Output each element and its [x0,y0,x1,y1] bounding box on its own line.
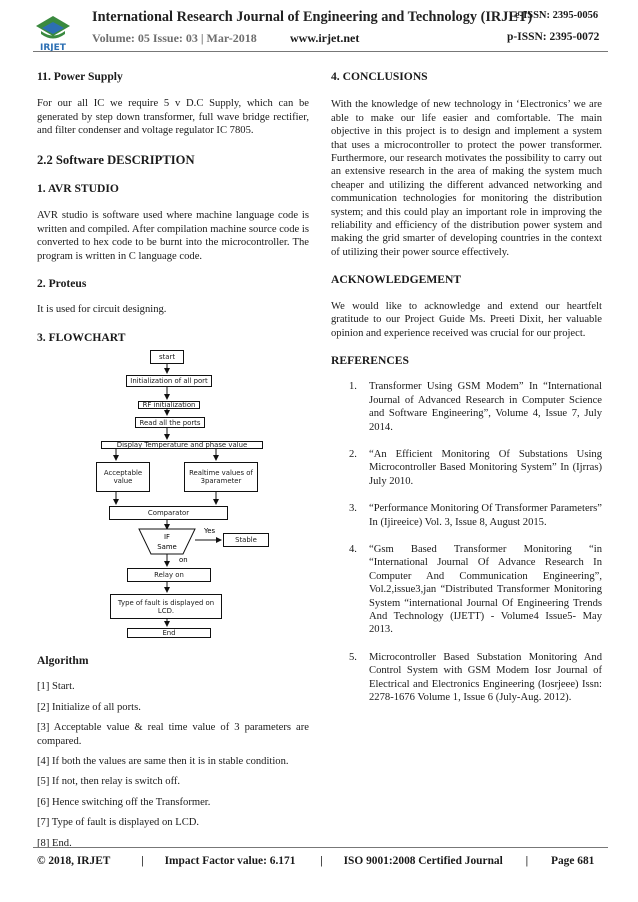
flow-end: End [127,628,211,638]
algorithm-heading: Algorithm [37,654,89,667]
flow-relay: Relay on [127,568,211,582]
algorithm-step: [6] Hence switching off the Transformer. [37,796,211,808]
flowchart-heading: 3. FLOWCHART [37,330,126,344]
reference-item: 2. “An Efficient Monitoring Of Substations Using Microcontroller Based Monitoring System” In (Ijrras) July 2010. [349,448,602,487]
conclusions-text: With the knowledge of new technology in ‘Electronics’ we are able to make our life easier and comfortable. The main objective in this project is to design and implement a system that uses a microcontroller to protect the power transformer. Furthermore, our research motivates the possibility to carry out an extensive research in the area of making the system much cheaper and utilizing the different advanced networking and communication technologies for monitoring the distribution system; and this could play an important role in improving the reliability and efficiency of the distribution power system and making the grid smarter of developing countries in the context of utilizing their power source effectively. [331,99,602,258]
flow-read-ports: Read all the ports [135,417,205,428]
volume-issue: Volume: 05 Issue: 03 | Mar-2018 [92,31,257,45]
algorithm-step: [1] Start. [37,681,75,693]
irjet-logo [33,14,73,52]
flow-start: start [150,350,184,364]
flow-stable: Stable [223,533,269,547]
footer-page: Page 681 [551,855,595,867]
left-column [37,70,309,344]
journal-title: International Research Journal of Engineering and Technology (IRJET) [92,9,533,25]
references-heading: REFERENCES [331,353,409,367]
algorithm-step: [4] If both the values are same then it is in stable condition. [37,756,289,768]
algorithm-step: [3] Acceptable value & real time value of 3 parameters are compared. [37,722,309,747]
reference-list [331,380,602,704]
proteus-text: It is used for circuit designing. [37,304,167,316]
flowchart [96,344,278,640]
reference-item: 4. “Gsm Based Transformer Monitoring “in “International Journal Of Advance Research In Computer And Communication Engineering”, Vol.2,issue3,jan “Distributed Transformer Monitoring System “international Journal Of Engineering Trends And Technology (IJETT) - Volume4 Issue5- May 2013. [349,543,602,636]
svg-text:IRJET: IRJET [40,43,66,52]
flow-init-all: Initialization of all port [126,375,212,387]
p-issn: p-ISSN: 2395-0072 [507,31,600,43]
algorithm-step: [5] If not, then relay is switch off. [37,776,181,788]
power-supply-heading: 11. Power Supply [37,70,123,83]
journal-url[interactable]: www.irjet.net [290,31,360,45]
footer-separator: | [320,855,323,867]
avr-text: AVR studio is software used where machine language code is written and compiled. After compilation machine source code is converted to hex code to be burnt into the microcontroller. The program is written in C language code. [37,210,309,262]
ack-text: We would like to acknowledge and extend our heartfelt gratitude to our Project Guide Ms. Preeti Dixit, her valuable opinion and experience received was crucial for our project. [331,300,602,339]
flow-display: Display Temperature and phase value [101,441,263,449]
software-heading: 2.2 Software DESCRIPTION [37,152,195,167]
right-column [331,70,602,704]
flow-realtime: Realtime values of 3parameter [184,462,258,492]
algorithm-step: [2] Initialize of all ports. [37,701,141,713]
decision-label-1: IF [164,533,170,541]
flow-acceptable: Acceptable value [96,462,150,492]
algorithm-section [37,654,309,850]
flow-comparator: Comparator [109,506,228,520]
footer-impact: Impact Factor value: 6.171 [164,855,296,867]
footer-separator: | [525,855,529,867]
flow-rf-init: RF initialization [138,401,200,409]
proteus-heading: 2. Proteus [37,277,87,291]
footer [37,855,602,867]
no-label: on [179,556,188,564]
power-supply-text: For our all IC we require 5 v D.C Supply, which can be generated by step down transformer, full wave bridge rectifier, and filter condenser and voltage regulator IC 7805. [37,98,309,137]
e-issn: e-ISSN: 2395-0056 [515,10,599,21]
ack-heading: ACKNOWLEDGEMENT [331,273,462,287]
footer-separator: | [141,855,144,867]
conclusions-heading: 4. CONCLUSIONS [331,70,428,83]
yes-label: Yes [204,527,216,535]
reference-item: 1. Transformer Using GSM Modem” In “International Journal of Advanced Research in Computer Science and Software Engineering”, Volume 4, Issue 7, July 2014. [349,381,602,433]
footer-copyright: © 2018, IRJET [37,855,111,867]
reference-item: 5. Microcontroller Based Substation Monitoring And Control System with GSM Modem Iosr Journal of Electrical and Electronics Engineering (Iosrjeee) Issn: 2278-1676 Volume 1, Issue 6 (July-Aug. 2012). [349,651,602,704]
decision-label-2: Same [157,543,177,551]
algorithm-step: [7] Type of fault is displayed on LCD. [37,817,200,829]
footer-rule [33,847,608,848]
header-rule [33,51,608,52]
flow-fault: Type of fault is displayed on LCD. [110,594,222,619]
avr-heading: 1. AVR STUDIO [37,182,119,196]
footer-iso: ISO 9001:2008 Certified Journal [343,855,503,867]
algorithm-step: [8] End. [37,837,72,849]
reference-item: 3. “Performance Monitoring Of Transformer Parameters” In (Ijireeice) Vol. 3, Issue 8, August 2015. [349,503,602,528]
